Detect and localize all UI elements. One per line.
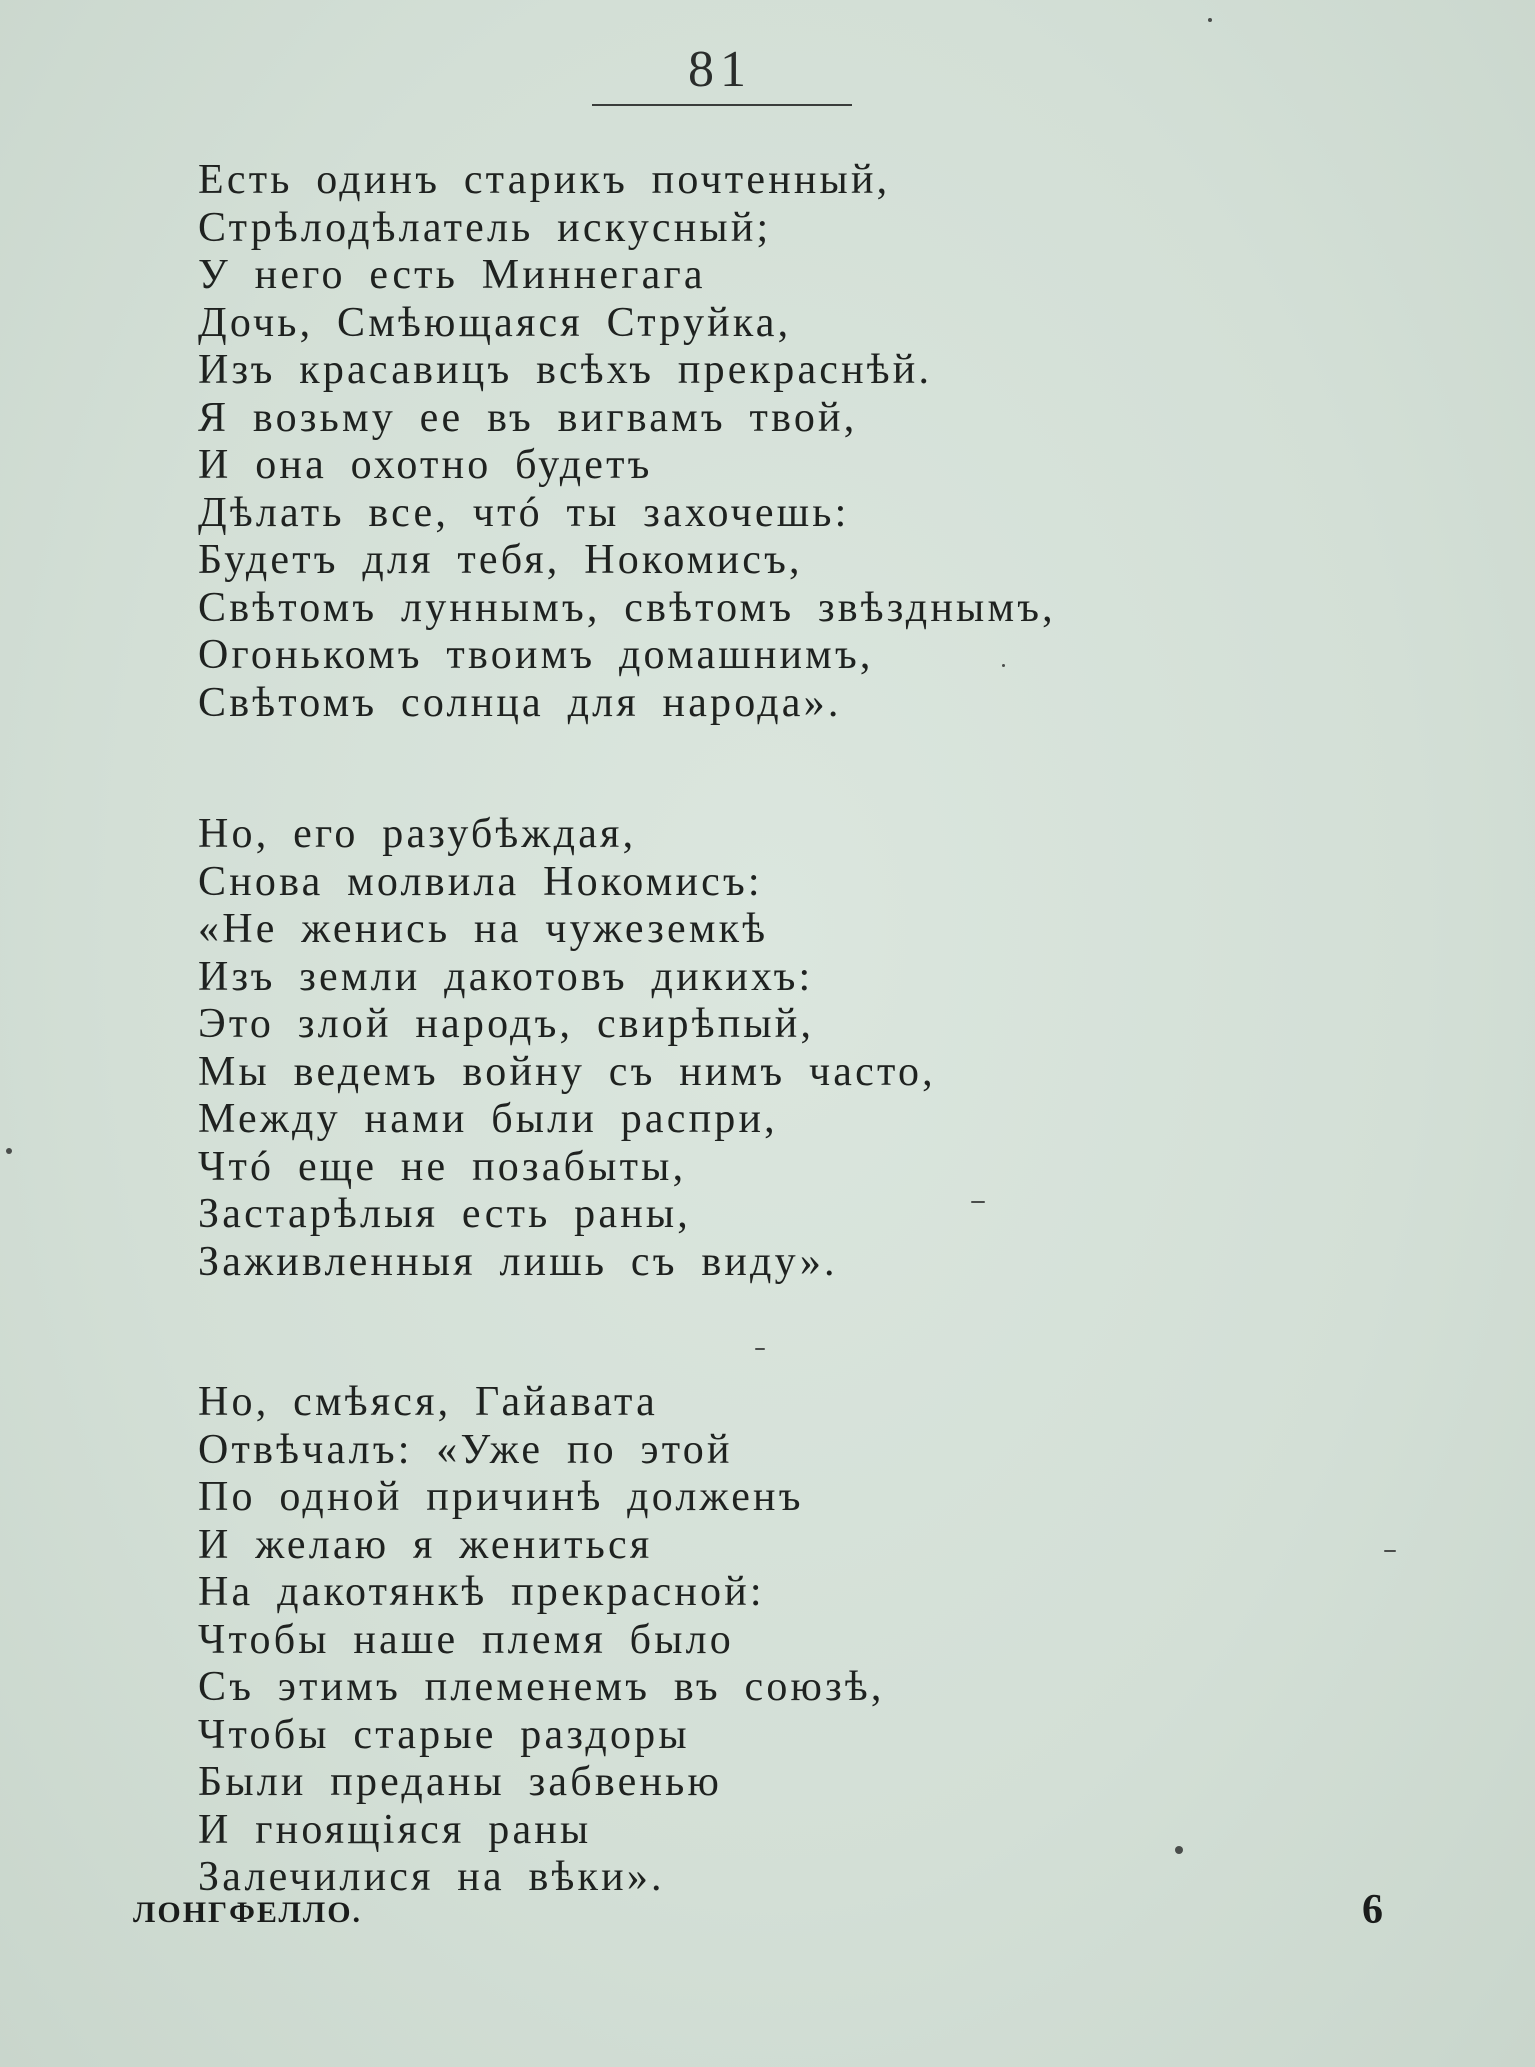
paper-speck	[1175, 1846, 1183, 1854]
paper-speck	[6, 1148, 12, 1154]
verse-line: Изъ красавицъ всѣхъ прекраснѣй.	[198, 347, 933, 393]
verse-line: Снова молвила Нокомисъ:	[198, 858, 763, 905]
verse-line: Заживленныя лишь съ виду».	[198, 1238, 838, 1285]
verse-line: Свѣтомъ солнца для народа».	[198, 679, 842, 726]
page-number: 81	[688, 41, 752, 98]
stanza-2	[198, 811, 936, 1286]
verse-line: Это злой народъ, свирѣпый,	[198, 1001, 815, 1047]
verse-line: На дакотянкѣ прекрасной:	[198, 1569, 765, 1615]
paper-speck	[1208, 18, 1212, 22]
header-rule	[592, 104, 852, 106]
verse-line: И желаю я жениться	[198, 1521, 653, 1568]
verse-line: Есть одинъ старикъ почтенный,	[198, 157, 891, 203]
verse-line: Мы ведемъ войну съ нимъ часто,	[198, 1048, 936, 1095]
verse-line: Залечилися на вѣки».	[198, 1854, 665, 1900]
verse-line: Дочь, Смѣющаяся Струйка,	[198, 299, 792, 346]
verse-line: «Не женись на чужеземкѣ	[198, 906, 769, 952]
verse-line: Я возьму ее въ вигвамъ твой,	[198, 394, 858, 441]
verse-line: По одной причинѣ долженъ	[198, 1474, 804, 1520]
verse-line: И она охотно будетъ	[198, 442, 653, 488]
verse-line: Будетъ для тебя, Нокомисъ,	[198, 537, 803, 583]
verse-line: Чтó еще не позабыты,	[198, 1143, 687, 1190]
verse-line: Съ этимъ племенемъ въ союзѣ,	[198, 1664, 885, 1710]
verse-line: Застарѣлыя есть раны,	[198, 1191, 692, 1237]
paper-speck	[1384, 1550, 1396, 1552]
verse-line: Свѣтомъ луннымъ, свѣтомъ звѣзднымъ,	[198, 584, 1056, 631]
verse-line: И гноящіяся раны	[198, 1806, 592, 1853]
verse-line: Но, его разубѣждая,	[198, 811, 637, 857]
stanza-3	[198, 1379, 885, 1902]
paper-speck	[755, 1348, 765, 1350]
verse-line: Чтобы старые раздоры	[198, 1711, 690, 1758]
verse-line: Чтобы наше племя было	[198, 1616, 735, 1663]
paper-speck	[971, 1201, 985, 1203]
verse-line: Дѣлать все, чтó ты захочешь:	[198, 489, 850, 536]
verse-line: Между нами были распри,	[198, 1096, 778, 1142]
verse-line: Изъ земли дакотовъ дикихъ:	[198, 953, 814, 1000]
verse-line: Отвѣчалъ: «Уже по этой	[198, 1426, 733, 1473]
verse-line: Стрѣлодѣлатель искусный;	[198, 204, 772, 251]
stanza-1	[198, 157, 1056, 727]
paper-speck	[1002, 664, 1005, 667]
signature-mark: 6	[1362, 1887, 1383, 1933]
verse-line: Огонькомъ твоимъ домашнимъ,	[198, 632, 874, 678]
footer-author: ЛОНГФЕЛЛО.	[133, 1896, 363, 1929]
verse-line: У него есть Миннегага	[198, 252, 706, 298]
verse-line: Но, смѣяся, Гайавата	[198, 1379, 658, 1425]
verse-line: Были преданы забвенью	[198, 1759, 723, 1805]
